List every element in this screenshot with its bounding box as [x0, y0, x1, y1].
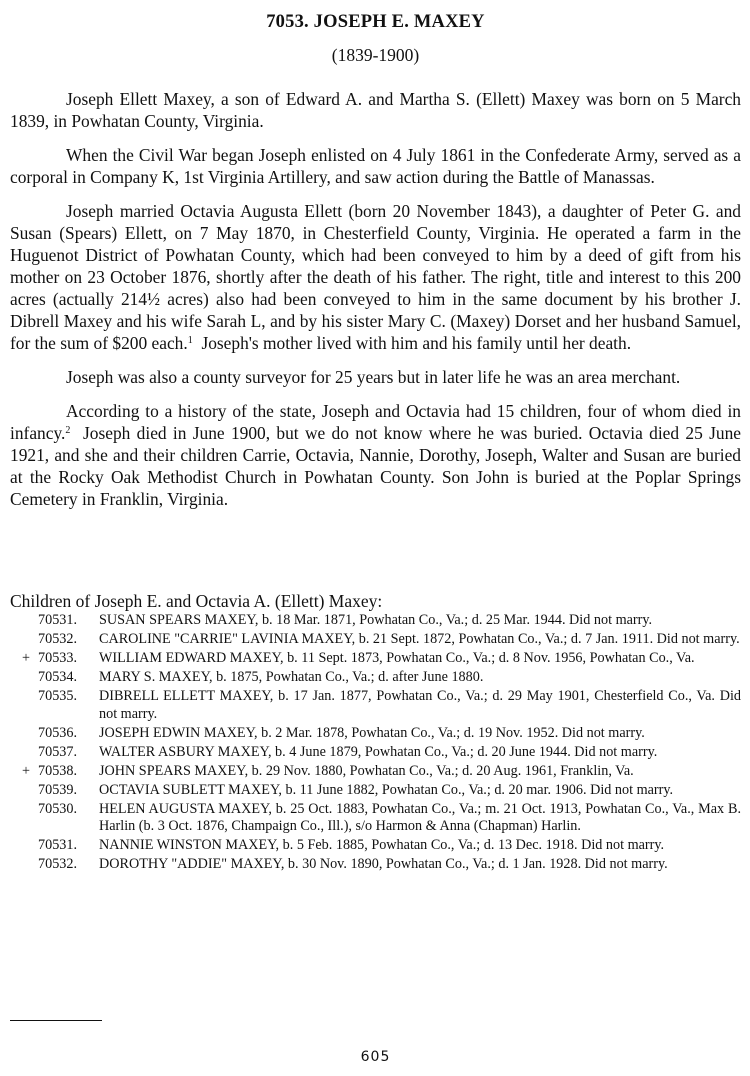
- child-number: 70534.: [38, 669, 78, 685]
- paragraph-burial-text: Joseph died in June 1900, but we do not know where he was buried. Octavia died 25 June 1921, and she and their children Carrie, Octavia, Nannie, Dorothy, Joseph, Walter and Susan are buried at the Rocky Oak Methodist Church in Powhatan County. Son John is buried at the Poplar Springs Cemetery in Franklin, Virginia.: [10, 423, 741, 509]
- footnote-ref-2: 2: [65, 425, 71, 436]
- page-number: 605: [360, 1049, 391, 1065]
- child-text: JOSEPH EDWIN MAXEY, b. 2 Mar. 1878, Powhatan Co., Va.; d. 19 Nov. 1952. Did not marry.: [99, 724, 645, 741]
- child-entry: [10, 650, 741, 668]
- child-number: 70536.: [38, 724, 78, 741]
- paragraph-marriage-text: Joseph married Octavia Augusta Ellett (born 20 November 1843), a daughter of Peter G. and Susan (Spears) Ellett, on 7 May 1870, in Chesterfield County, Virginia. He operated a farm in the Huguenot District of Powhatan County, which had been conveyed to him by a deed of gift from his mother on 23 October 1876, shortly after the death of his father. The right, title and interest to this 200 acres (actually 214½ acres) also had been conveyed to him in the same document by his brother J. Dibrell Maxey and his wife Sarah L, and by his sister Mary C. (Maxey) Dorset and her husband Samuel, for the sum of $200 each.: [10, 201, 741, 353]
- child-entry: [10, 725, 741, 743]
- child-entry: [10, 782, 741, 800]
- biography-body: [10, 88, 741, 522]
- children-heading: Children of Joseph E. and Octavia A. (Ellett) Maxey:: [10, 591, 383, 611]
- paragraph-history-text: According to a history of the state, Joseph and Octavia had 15 children, four of whom died in infancy.: [10, 401, 741, 443]
- child-text: SUSAN SPEARS MAXEY, b. 18 Mar. 1871, Powhatan Co., Va.; d. 25 Mar. 1944. Did not marry.: [99, 612, 653, 628]
- descendant-marker: +: [22, 650, 31, 666]
- children-list: [10, 612, 741, 875]
- child-text: NANNIE WINSTON MAXEY, b. 5 Feb. 1885, Powhatan Co., Va.; d. 13 Dec. 1918. Did not marry.: [99, 837, 665, 853]
- child-text: DOROTHY "ADDIE" MAXEY, b. 30 Nov. 1890, Powhatan Co., Va.; d. 1 Jan. 1928. Did not marry.: [99, 856, 668, 872]
- child-entry: [10, 688, 741, 723]
- child-text: WALTER ASBURY MAXEY, b. 4 June 1879, Powhatan Co., Va.; d. 20 June 1944. Did not marry.: [99, 743, 658, 760]
- child-number: 70532.: [38, 856, 78, 872]
- child-number: 70539.: [38, 781, 78, 798]
- child-text: DIBRELL ELLETT MAXEY, b. 17 Jan. 1877, Powhatan Co., Va.; d. 29 May 1901, Chesterfield Co., Va. Did not marry.: [99, 688, 741, 722]
- child-number: 70535.: [38, 688, 78, 704]
- footnote-ref-1: 1: [187, 335, 193, 346]
- child-text: CAROLINE "CARRIE" LAVINIA MAXEY, b. 21 Sept. 1872, Powhatan Co., Va.; d. 7 Jan. 1911. Did not marry.: [99, 631, 740, 647]
- child-entry: [10, 612, 741, 630]
- child-number: 70530.: [38, 800, 78, 817]
- paragraph-children-death: [10, 400, 741, 510]
- child-number: 70531.: [38, 837, 78, 853]
- child-text: HELEN AUGUSTA MAXEY, b. 25 Oct. 1883, Powhatan Co., Va.; m. 21 Oct. 1913, Powhatan Co., Va., Max B. Harlin (b. 3 Oct. 1876, Champaign Co., Ill.), s/o Harmon & Anna (Chapman) Harlin.: [99, 800, 741, 834]
- paragraph-marriage: [10, 200, 741, 354]
- child-entry: [10, 744, 741, 762]
- child-text: OCTAVIA SUBLETT MAXEY, b. 11 June 1882, Powhatan Co., Va.; d. 20 mar. 1906. Did not marry.: [99, 781, 674, 798]
- child-text: MARY S. MAXEY, b. 1875, Powhatan Co., Va.; d. after June 1880.: [99, 669, 484, 685]
- footnote-divider: [10, 1020, 102, 1021]
- child-text: WILLIAM EDWARD MAXEY, b. 11 Sept. 1873, Powhatan Co., Va.; d. 8 Nov. 1956, Powhatan Co., Va.: [99, 650, 695, 666]
- child-entry: [10, 669, 741, 687]
- paragraph-civil-war: When the Civil War began Joseph enlisted on 4 July 1861 in the Confederate Army, served as a corporal in Company K, 1st Virginia Artillery, and saw action during the Battle of Manassas.: [10, 145, 741, 187]
- child-entry: [10, 801, 741, 836]
- child-entry: [10, 856, 741, 874]
- child-number: 70533.: [38, 650, 78, 666]
- paragraph-surveyor: Joseph was also a county surveyor for 25 years but in later life he was an area merchant.: [66, 367, 681, 387]
- child-entry: [10, 837, 741, 855]
- page-title: 7053. JOSEPH E. MAXEY: [266, 12, 485, 32]
- descendant-marker: +: [22, 762, 31, 779]
- child-text: JOHN SPEARS MAXEY, b. 29 Nov. 1880, Powhatan Co., Va.; d. 20 Aug. 1961, Franklin, Va.: [99, 762, 634, 779]
- child-entry: [10, 631, 741, 649]
- child-number: 70538.: [38, 762, 78, 779]
- child-number: 70531.: [38, 612, 78, 628]
- life-dates: (1839-1900): [331, 45, 420, 65]
- child-number: 70537.: [38, 743, 78, 760]
- child-entry: [10, 763, 741, 781]
- paragraph-birth: Joseph Ellett Maxey, a son of Edward A. and Martha S. (Ellett) Maxey was born on 5 March 1839, in Powhatan County, Virginia.: [10, 89, 741, 131]
- paragraph-marriage-tail: Joseph's mother lived with him and his family until her death.: [201, 333, 632, 353]
- child-number: 70532.: [38, 631, 78, 647]
